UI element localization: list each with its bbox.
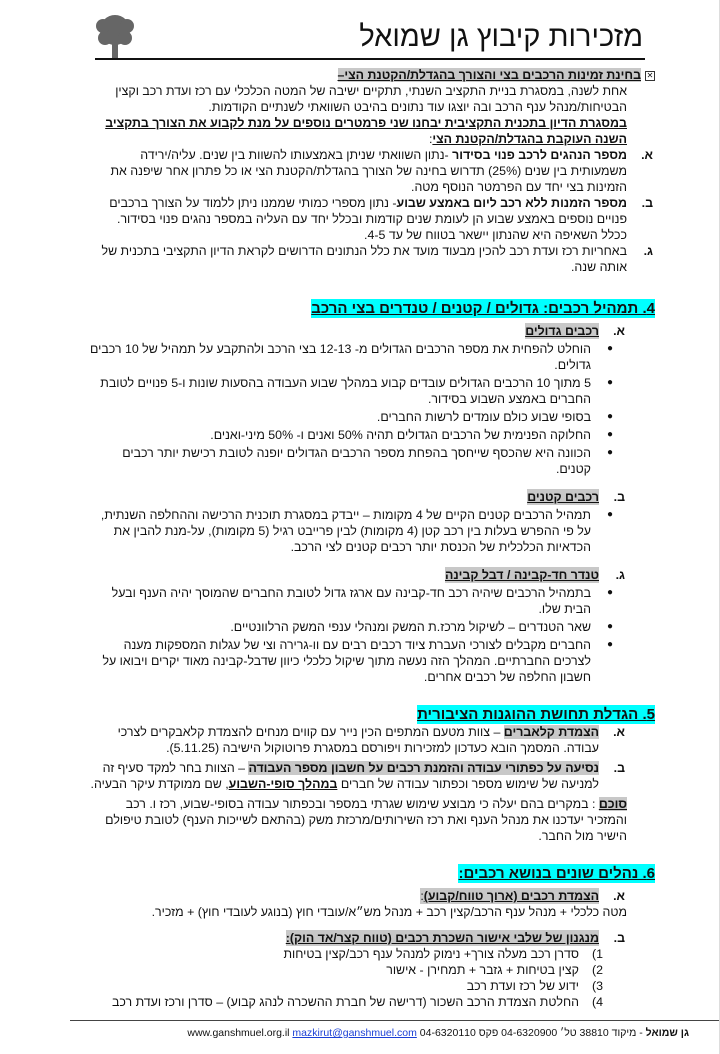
tree-logo-icon: [95, 14, 135, 60]
bullet-item: ● בתמהיל הרכבים שיהיה רכב חד-קבינה עם ארגז גדול לטובת החברים שהמוסך יהיה הענף ובעל הבית שלו.: [111, 586, 613, 616]
list-item: ב. נסיעה על כפתורי עבודה והזמנת רכבים על חשבון מספר העבודה – הצוות בחר למקד סעיף זה למניעה של שימוש מספר וכפתור עבודה של חברים במהלך סופי-השבוע, שם ממוקדת עיקר הבעיה.: [90, 761, 625, 791]
numbered-step: 1) סדרן רכב מעלה צורך+ נימוק למנהל ענף רכב/קצין בטיחות: [283, 947, 603, 961]
bullet-item: ● שאר הטנדרים – לשיקול מרכז.ת המשק ומנהלי ענפי המשק הרלוונטיים.: [230, 620, 613, 634]
email-link[interactable]: mazkirut@ganshmuel.com: [292, 1027, 417, 1039]
bullet-item: ● הכוונה היא שהכסף שייחסך בהפחת מספר הרכבים הגדולים יופנה לטובת רכישת יותר רכבים קטנים.: [122, 446, 613, 476]
footer: גן שמואל - מיקוד 38810 טל׳ 04-6320900 פקס 04-6320110 www.ganshmuel.org.il mazkirut@ganshmuel.com: [70, 1020, 719, 1040]
bullet-item: ● הוחלט להפחית את מספר הרכבים הגדולים מ- 12-13 בצי הרכב ולהתקבע על תמהיל של 10 רכבים גדולים.: [89, 342, 613, 372]
intro-paragraph: אחת לשנה, במסגרת בניית התקציב השנתי, תתקיים ישיבה של המטה הכלכלי עם רכז ועדת רכב וקצין הבטיחות/מנהל ענף הרכב ובה יוצגו עוד נתונים בהיבט השוואתי לשנתיים הקודמות.: [115, 84, 627, 114]
subsection-heading: א. הצמדת רכבים (ארוך טווח/קבוע):: [420, 889, 625, 903]
section-5-heading: 5. הגדלת תחושת ההוגנות הציבורית: [417, 706, 655, 723]
section-6-heading: 6. נהלים שונים בנושא רכבים:: [458, 865, 655, 882]
subsection-heading: ב. רכבים קטנים: [527, 490, 625, 504]
subsection-heading: ב. מנגנון של שלבי אישור השכרת רכבים (טווח קצר/אד הוק):: [285, 931, 625, 945]
checkbox-icon: ✕: [646, 70, 654, 80]
intro-emphasis: במסגרת הדיון בתכנית התקציבית יבחנו שני פרמטרים נוספים על מנת לקבוע את הצורך בתקציב השנה העוקבת בהגדלת/הקטנת הצי:: [105, 116, 627, 146]
summary-paragraph: סוכם : במקרים בהם יעלה כי מבוצע שימוש שגרתי במספר ובכפתור עבודה בסופי-שבוע, רכז ו. רכב והמזכיר יעדכנו את מנהל הענף ואת רכז השירותים/מרכזת משק (בהתאם לשייכות הענף) לטובת טיפולם הישיר מול החבר.: [105, 797, 627, 843]
bullet-item: ● תמהיל הרכבים קטנים הקיים של 4 מקומות – ייבדק במסגרת תוכנית הרכישה וההחלפה השנתית, על פי ההפרש בעלות בין רכב קטן (4 מקומות) לבין פרייבט רגיל (5 מקומות), על-מנת להבין את הכדאיות הכלכלית של הכנסת יותר רכבים קטנים לצי הרכב.: [100, 508, 613, 554]
list-item: א. מספר הנהגים לרכב פנוי בסידור -נתון השוואתי שניתן באמצעותו להשוות בין שנים. עליה/ירידה משמעותית בין שנים (25%) תדרוש בחינה של הצורך בהגדלת/הקטנת הצי או כל פתרון אחר שיפנה את הזמינות בצי יחד עם הפרמטר הנוסף מטה.: [110, 148, 653, 194]
numbered-step: 3) ידוע של רכז ועדת רכב: [466, 979, 603, 993]
numbered-step: 4) החלטת הצמדת הרכב השכור (דרישה של חברת ההשכרה לנהג קבוע) – סדרן ורכז ועדת רכב: [111, 995, 603, 1009]
document-body: [88, 67, 655, 1010]
subsection-heading: ג. טנדר חד-קבינה / דבל קבינה: [444, 568, 625, 582]
paragraph: מטה כלכלי + מנהל ענף הרכב/קצין רכב + מנהל מש״א/עובדי חוץ (בנוגע לעובדי חוץ) + מזכיר.: [151, 905, 627, 919]
section-4-heading: 4. תמהיל רכבים: גדולים / קטנים / טנדרים בצי הרכב: [311, 300, 655, 317]
subsection-heading: א. רכבים גדולים: [525, 324, 625, 338]
list-item: א. הצמדת קלאברים – צוות מטעם המתפים הכין נייר עם קווים מנחים להצמדת קלאבקרים לצרכי עבודה. המסמך הובא כעדכון למזכירות ויפורסם במסגרת פרוטוקול הישיבה (5.11.25).: [117, 725, 625, 755]
bullet-item: ● 5 מתוך 10 הרכבים הגדולים עובדים קבוע במהלך שבוע העבודה בהסעות שונות ו-5 פנויים לטובת החברים באמצע השבוע בסידור.: [100, 376, 613, 406]
bullet-item: ● החלוקה הפנימית של הרכבים הגדולים תהיה 50% ואנים ו- 50% מיני-ואנים.: [210, 428, 613, 442]
numbered-step: 2) קצין בטיחות + גזבר + תמחירן - אישור: [386, 963, 603, 977]
list-item: ב. מספר הזמנות ללא רכב ליום באמצע שבוע- נתון מספרי כמותי שממנו ניתן ללמוד על הצורך ברכבים פנויים נוספים באמצע שבוע הן לעומת שנים קודמות ובכלל יחד עם העליה במספר נהגים פנוי בסידור. ככלל השאיפה היא שהנתון יישאר בטווח של עד 4-5.: [109, 196, 653, 242]
bullet-item: ● החברים מקבלים לצורכי העברת ציוד רכבים רבים עם וו-גרירה וצי של עגלות המספקות מענה לצרכים החברתיים. המהלך הזה נעשה מתוך שיקול כלכלי כיוון שדבל-קבינה מאוד יקרים ויבואו על חשבון החלפה של רכבים אחרים.: [102, 638, 613, 684]
bullet-item: ● בסופי שבוע כולם עומדים לרשות החברים.: [376, 410, 613, 424]
letterhead: [95, 14, 645, 60]
intro-heading: ✕בחינת זמינות הרכבים בצי והצורך בהגדלת/הקטנת הצי–: [337, 68, 654, 82]
list-item: ג. באחריות רכז ועדת רכב להכין מבעוד מועד את כלל הנתונים הדרושים לקראת הדיון התקציבי בתכנית של אותה שנה.: [101, 244, 653, 274]
page-title: מזכירות קיבוץ גן שמואל: [359, 21, 643, 53]
